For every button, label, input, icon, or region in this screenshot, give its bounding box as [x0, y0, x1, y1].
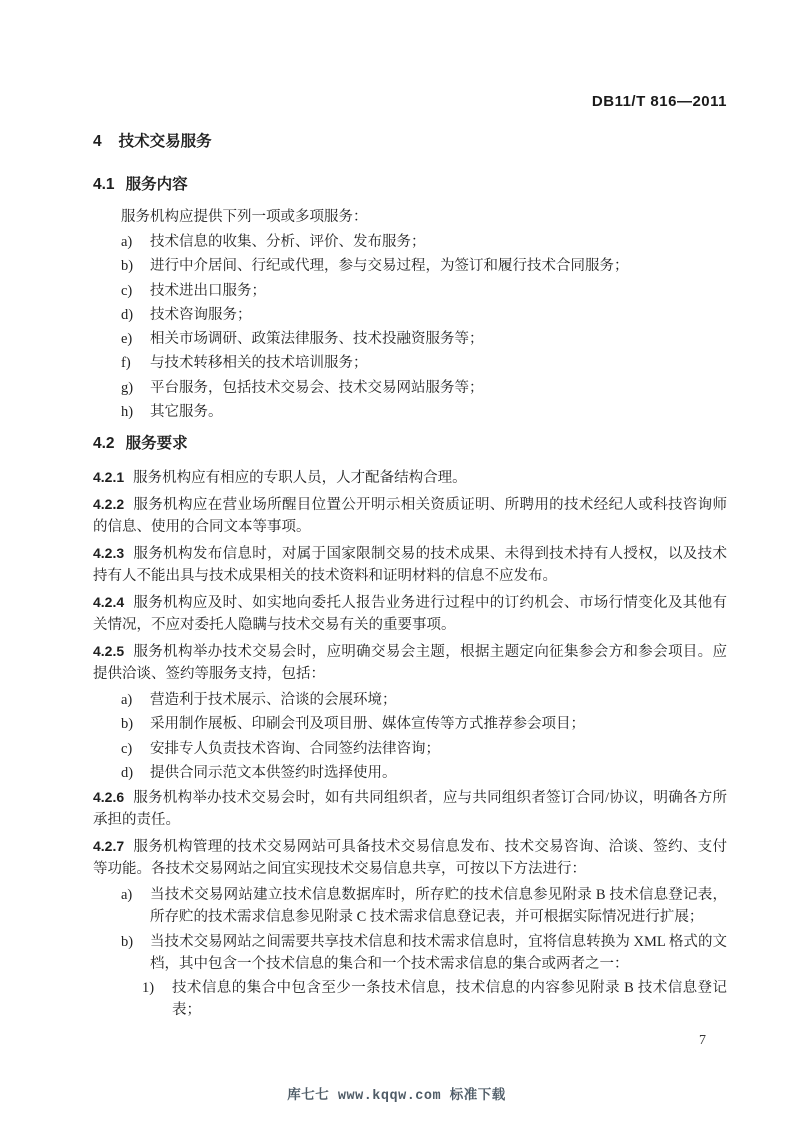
list-item [121, 377, 727, 399]
section-title: 服务要求 [125, 435, 188, 453]
list-item [121, 255, 727, 277]
section-41-intro: 服务机构应提供下列一项或多项服务： [121, 209, 368, 225]
list-item-marker: d) [121, 306, 134, 323]
list-item [121, 884, 727, 928]
clause-423 [93, 542, 727, 587]
sub-list-item [142, 977, 727, 1021]
clause-number: 4.2.7 [93, 838, 125, 855]
clause-426 [93, 786, 727, 831]
list-item [121, 231, 727, 253]
clause-number: 4.2.4 [93, 594, 125, 611]
page-number: 7 [699, 1033, 706, 1048]
list-item-text: 技术进出口服务； [150, 282, 266, 299]
clause-425 [93, 640, 727, 685]
clause-text: 服务机构应有相应的专职人员，人才配备结构合理。 [133, 470, 467, 487]
list-item-text: 技术信息的收集、分析、评价、发布服务； [150, 234, 426, 250]
list-item [121, 738, 727, 760]
list-item-marker: a) [121, 692, 133, 709]
list-item-marker: a) [121, 887, 133, 904]
section-41-item-list [93, 231, 727, 423]
clause-number: 4.2.1 [93, 469, 125, 486]
section-title: 服务内容 [125, 176, 188, 193]
clause-text: 服务机构应在营业场所醒目位置公开明示相关资质证明、所聘用的技术经纪人或科技咨询师的信息、使用的合同文本等事项。 [93, 497, 727, 536]
section-number: 4.1 [93, 176, 115, 193]
list-item [121, 352, 727, 374]
clause-text: 服务机构应及时、如实地向委托人报告业务进行过程中的订约机会、市场行情变化及其他有关情况，不应对委托人隐瞒与技术交易有关的重要事项。 [93, 595, 727, 634]
section-heading-41 [93, 174, 727, 196]
list-item [121, 762, 727, 784]
section-number: 4.2 [93, 435, 115, 453]
clause-422 [93, 493, 727, 538]
clause-text: 服务机构管理的技术交易网站可具备技术交易信息发布、技术交易咨询、洽谈、签约、支付等功能。各技术交易网站之间宜实现技术交易信息共享，可按以下方法进行： [93, 839, 727, 878]
clause-number: 4.2.6 [93, 789, 125, 806]
list-item [121, 328, 727, 350]
clause-425-item-list [93, 689, 727, 784]
page-content [93, 131, 727, 1023]
section-heading-42 [93, 433, 727, 455]
clause-427 [93, 835, 727, 880]
list-item-text: 平台服务，包括技术交易会、技术交易网站服务等； [150, 379, 484, 396]
list-item [121, 713, 727, 735]
chapter-heading [93, 131, 727, 153]
chapter-title: 技术交易服务 [118, 133, 212, 150]
list-item-marker: g) [121, 379, 134, 396]
list-item-text: 营造利于技术展示、洽谈的会展环境； [150, 692, 397, 709]
list-item-marker: b) [121, 933, 134, 950]
list-item [121, 689, 727, 711]
list-item-marker: b) [121, 258, 134, 275]
list-item-text: 提供合同示范文本供签约时选择使用。 [150, 764, 397, 781]
list-item-text: 其它服务。 [150, 404, 223, 421]
clause-text: 服务机构举办技术交易会时，应明确交易会主题，根据主题定向征集参会方和参会项目。应提供洽谈、签约等服务支持，包括： [93, 644, 727, 683]
clause-text: 服务机构发布信息时，对属于国家限制交易的技术成果、未得到技术持有人授权，以及技术持有人不能出具与技术成果相关的技术资料和证明材料的信息不应发布。 [93, 546, 727, 585]
list-item-text: 安排专人负责技术咨询、合同签约法律咨询； [150, 740, 440, 757]
clause-text: 服务机构举办技术交易会时，如有共同组织者，应与共同组织者签订合同/协议，明确各方所承担的责任。 [93, 790, 727, 829]
clause-number: 4.2.2 [93, 496, 125, 513]
list-item [121, 931, 727, 975]
list-item-marker: b) [121, 716, 134, 733]
list-item-text: 进行中介居间、行纪或代理，参与交易过程，为签订和履行技术合同服务； [150, 258, 629, 275]
clause-number: 4.2.3 [93, 545, 125, 562]
list-item-text: 技术咨询服务； [150, 306, 252, 323]
list-item-text: 当技术交易网站建立技术信息数据库时，所存贮的技术信息参见附录 B 技术信息登记表，所存贮的技术需求信息参见附录 C 技术需求信息登记表，并可根据实际情况进行扩展； [150, 887, 727, 926]
list-item-marker: d) [121, 764, 134, 781]
list-item-marker: e) [121, 331, 133, 348]
chapter-number: 4 [93, 133, 102, 150]
list-item-marker: h) [121, 404, 134, 421]
list-item-text: 相关市场调研、政策法律服务、技术投融资服务等； [150, 331, 484, 348]
list-item-text: 与技术转移相关的技术培训服务； [150, 355, 368, 372]
list-item-text: 采用制作展板、印刷会刊及项目册、媒体宣传等方式推荐参会项目； [150, 716, 585, 733]
clause-number: 4.2.5 [93, 643, 125, 660]
watermark-download-source: 库七七 www.kqqw.com 标准下载 [287, 1089, 506, 1104]
clause-427-item-list [93, 884, 727, 1021]
clause-424 [93, 591, 727, 636]
list-item-text: 当技术交易网站之间需要共享技术信息和技术需求信息时，宜将信息转换为 XML 格式的文档，其中包含一个技术信息的集合和一个技术需求信息的集合或两者之一： [150, 933, 727, 972]
list-item [121, 280, 727, 302]
list-item-marker: a) [121, 234, 133, 250]
list-item-marker: c) [121, 740, 133, 757]
sub-list-item-marker: 1) [142, 979, 155, 996]
list-item [121, 304, 727, 326]
list-item-marker: c) [121, 282, 133, 299]
list-item [121, 401, 727, 423]
standard-code-header: DB11/T 816—2011 [591, 93, 727, 110]
clause-421 [93, 466, 727, 489]
sub-list-item-text: 技术信息的集合中包含至少一条技术信息，技术信息的内容参见附录 B 技术信息登记表； [172, 979, 727, 1018]
list-item-marker: f) [121, 355, 131, 372]
